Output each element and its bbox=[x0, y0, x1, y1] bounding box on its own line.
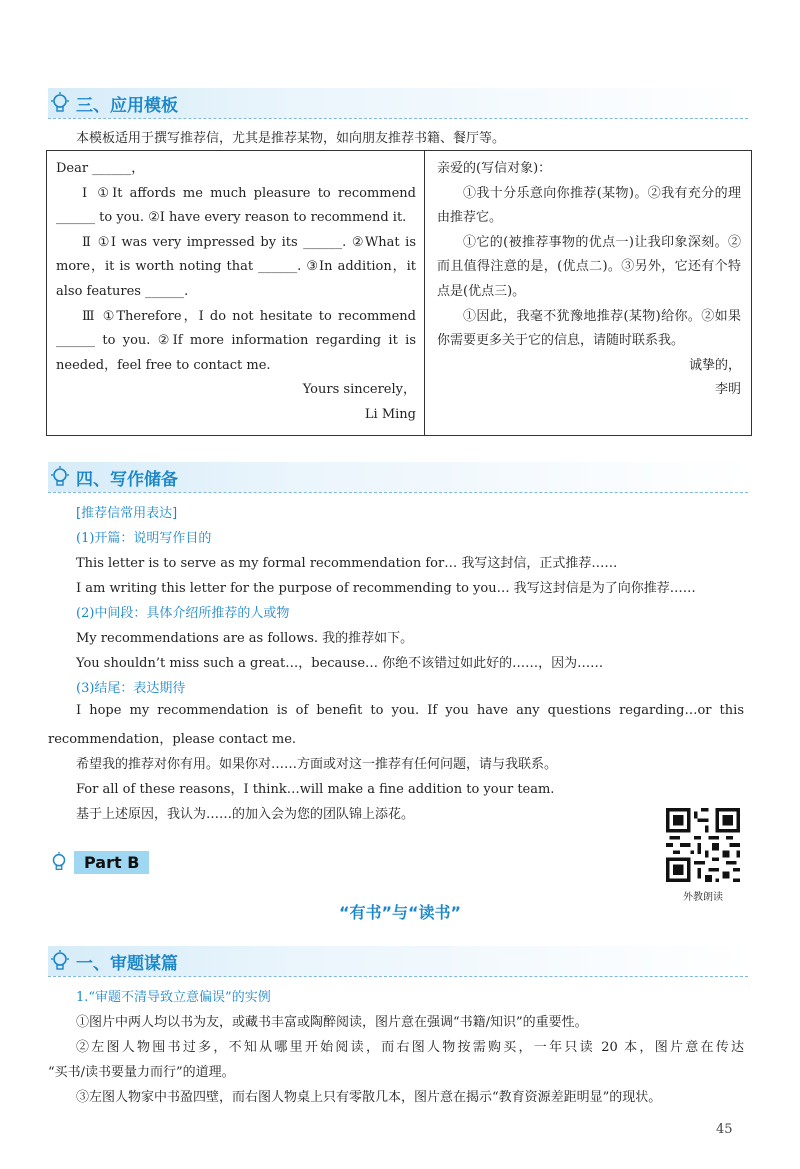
expression-line: You shouldn’t miss such a great…，because… 你绝不该错过如此好的……，因为…… bbox=[76, 656, 604, 671]
page-number: 45 bbox=[716, 1122, 733, 1137]
part-b-label: Part B bbox=[74, 851, 149, 874]
section-divider bbox=[48, 492, 748, 493]
subheading-body: (2)中间段：具体介绍所推荐的人或物 bbox=[76, 606, 290, 621]
part-b-header bbox=[48, 848, 149, 876]
analysis-line: “买书/读书要量力而行”的道理。 bbox=[48, 1065, 235, 1080]
salutation-cn: 亲爱的(写信对象)： bbox=[437, 161, 552, 176]
paragraph-3-cn: ①因此，我毫不犹豫地推荐(某物)给你。②如果你需要更多关于它的信息，请随时联系我。 bbox=[437, 308, 741, 349]
subheading-opening: (1)开篇：说明写作目的 bbox=[76, 531, 212, 546]
section-header-writing-reserve bbox=[48, 462, 748, 492]
essay-title: “有书”与“读书” bbox=[338, 903, 462, 922]
paragraph-1-en: Ⅰ ①It affords me much pleasure to recommend ______ to you. ②I have every reason to recommend it. bbox=[56, 185, 416, 226]
section-header-application-template bbox=[48, 88, 748, 118]
salutation-en: Dear ______， bbox=[56, 161, 145, 176]
expression-line: recommendation，please contact me. bbox=[48, 732, 297, 747]
section-header-topic-analysis bbox=[48, 946, 748, 976]
closing-cn: 诚挚的， bbox=[688, 357, 741, 373]
qr-label: 外教朗读 bbox=[683, 892, 723, 903]
signature-cn: 李明 bbox=[714, 382, 741, 398]
analysis-line: ②左图人物囤书过多，不知从哪里开始阅读，而右图人物按需购买，一年只读 20 本，图片意在传达 bbox=[76, 1040, 744, 1055]
lightbulb-icon bbox=[48, 465, 72, 489]
expression-line: This letter is to serve as my formal recommendation for… 我写这封信，正式推荐…… bbox=[76, 556, 618, 571]
lightbulb-icon bbox=[48, 851, 70, 873]
subheading-ending: (3)结尾：表达期待 bbox=[76, 681, 186, 696]
lightbulb-icon bbox=[48, 91, 72, 115]
analysis-line: ③左图人物家中书盈四壁，而右图人物桌上只有零散几本，图片意在揭示“教育资源差距明显”的现状。 bbox=[76, 1090, 662, 1105]
paragraph-2-en: Ⅱ ①I was very impressed by its ______. ②What is more，it is worth noting that ______. ③In addition，it also features ______. bbox=[56, 234, 416, 299]
lightbulb-icon bbox=[48, 949, 72, 973]
paragraph-3-en: Ⅲ ①Therefore，I do not hesitate to recommend ______ to you. ②If more information regarding it is needed，feel free to contact me. bbox=[56, 308, 416, 373]
section-divider bbox=[48, 976, 748, 977]
section-title: 三、应用模板 bbox=[76, 95, 178, 116]
template-english-column bbox=[47, 151, 425, 435]
section-intro: 本模板适用于撰写推荐信，尤其是推荐某物，如向朋友推荐书籍、餐厅等。 bbox=[76, 131, 506, 146]
section-title: 一、审题谋篇 bbox=[76, 953, 178, 974]
expression-line: 希望我的推荐对你有用。如果你对……方面或对这一推荐有任何问题，请与我联系。 bbox=[76, 757, 558, 772]
section-divider bbox=[48, 118, 748, 119]
expression-line: I hope my recommendation is of benefit to you. If you have any questions regarding…or this bbox=[76, 703, 744, 718]
template-table bbox=[46, 150, 752, 436]
analysis-line: ①图片中两人均以书为友，或藏书丰富或陶醉阅读，图片意在强调“书籍/知识”的重要性。 bbox=[76, 1015, 588, 1030]
subsection-heading: 1.“审题不清导致立意偏误”的实例 bbox=[76, 990, 271, 1005]
expression-line: My recommendations are as follows. 我的推荐如下。 bbox=[76, 631, 414, 646]
expression-line: I am writing this letter for the purpose of recommending to you… 我写这封信是为了向你推荐…… bbox=[76, 581, 696, 596]
section-title: 四、写作储备 bbox=[76, 469, 178, 490]
expressions-label: [推荐信常用表达] bbox=[76, 506, 178, 521]
closing-en: Yours sincerely， bbox=[302, 382, 416, 398]
expression-line: For all of these reasons，I think…will make a fine addition to your team. bbox=[76, 782, 555, 797]
template-chinese-column bbox=[425, 151, 751, 435]
paragraph-2-cn: ①它的(被推荐事物的优点一)让我印象深刻。②而且值得注意的是，(优点二)。③另外，它还有个特点是(优点三)。 bbox=[437, 234, 741, 299]
expression-line: 基于上述原因，我认为……的加入会为您的团队锦上添花。 bbox=[76, 807, 415, 822]
paragraph-1-cn: ①我十分乐意向你推荐(某物)。②我有充分的理由推荐它。 bbox=[437, 185, 741, 226]
signature-en: Li Ming bbox=[364, 406, 416, 422]
qr-code[interactable] bbox=[666, 808, 740, 882]
